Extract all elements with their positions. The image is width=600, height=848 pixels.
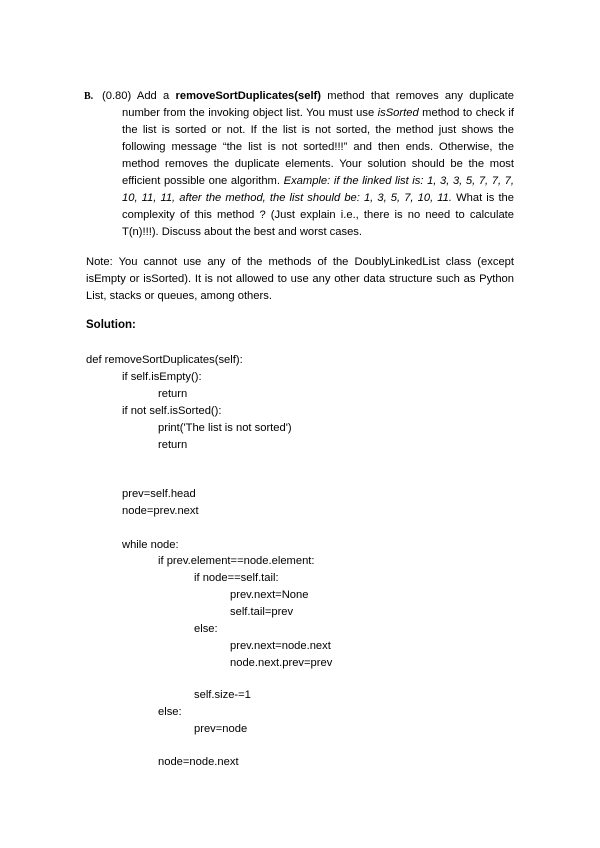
code-line: self.size-=1 bbox=[194, 689, 251, 701]
code-line: print('The list is not sorted') bbox=[158, 422, 292, 434]
code-line: if node==self.tail: bbox=[194, 572, 279, 584]
code-line: while node: bbox=[122, 539, 179, 551]
question-text bbox=[102, 88, 514, 241]
method-name: removeSortDuplicates(self) bbox=[175, 90, 322, 102]
code-line: prev.next=None bbox=[230, 589, 309, 601]
code-line: if prev.element==node.element: bbox=[158, 555, 315, 567]
question-part3: What is the complexity of this method ? (Just explain i.e., there is no need to calculate T(n)!!!). Discuss about the best and worst cases. bbox=[122, 192, 514, 238]
code-line: return bbox=[158, 439, 188, 451]
code-line: else: bbox=[194, 623, 218, 635]
code-line: def removeSortDuplicates(self): bbox=[86, 354, 243, 366]
note-paragraph: Note: You cannot use any of the methods of the DoublyLinkedList class (except isEmpty or isSorted). It is not allowed to use any other data structure such as Python List, stacks or queues, among others. bbox=[86, 256, 514, 302]
solution-heading: Solution: bbox=[86, 319, 136, 331]
code-line: self.tail=prev bbox=[230, 606, 294, 618]
code-line: node=prev.next bbox=[122, 505, 199, 517]
code-line: prev.next=node.next bbox=[230, 640, 331, 652]
question-part1: method that removes any duplicate number from the invoking object list. You must use bbox=[122, 90, 514, 119]
code-line: if not self.isSorted(): bbox=[122, 405, 222, 417]
question-pre-method: Add a bbox=[136, 90, 170, 102]
code-line: prev=node bbox=[194, 723, 248, 735]
code-line: prev=self.head bbox=[122, 488, 196, 500]
question-points: (0.80) bbox=[102, 90, 132, 102]
code-line: else: bbox=[158, 706, 182, 718]
code-line: if self.isEmpty(): bbox=[122, 371, 202, 383]
code-line: return bbox=[158, 388, 188, 400]
question-example: Example: if the linked list is: 1, 3, 3, 5, 7, 7, 7, 10, 11, 11, after the method, the list should be: 1, 3, 5, 7, 10, 11. bbox=[122, 175, 515, 204]
code-line: node=node.next bbox=[158, 756, 239, 768]
is-sorted-ref: isSorted bbox=[377, 107, 419, 119]
question-b bbox=[84, 88, 515, 241]
question-part2: method to check if the list is sorted or not. If the list is not sorted, the method just shows the following message “the list is not sorted!!!” and then ends. Otherwise, the method removes the duplicate elements. Your solution should be the most efficient possible one algorithm. bbox=[122, 107, 514, 187]
question-marker: B. bbox=[84, 91, 94, 102]
code-line: node.next.prev=prev bbox=[230, 657, 333, 669]
